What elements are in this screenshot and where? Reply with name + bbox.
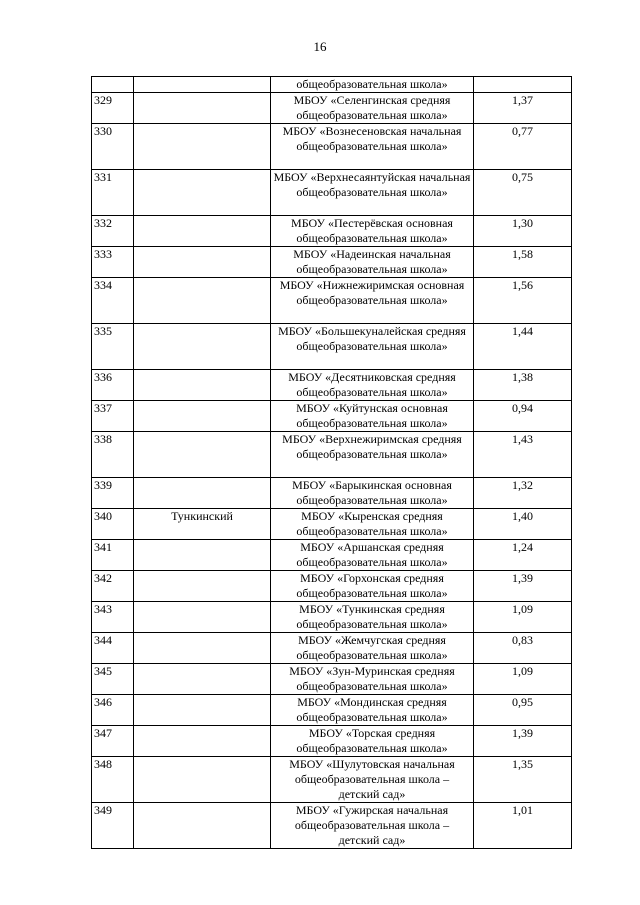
value-cell: 1,56 [474, 278, 572, 324]
district-cell [134, 170, 271, 216]
row-number-cell: 341 [92, 540, 134, 571]
row-number-cell: 342 [92, 571, 134, 602]
table-row [92, 247, 572, 278]
school-name-cell: МБОУ «Селенгинская средняя общеобразовательная школа» [271, 93, 474, 124]
table-row [92, 633, 572, 664]
value-cell: 1,09 [474, 664, 572, 695]
value-cell: 1,44 [474, 324, 572, 370]
value-cell [474, 77, 572, 93]
school-name-cell: общеобразовательная школа» [271, 77, 474, 93]
row-number-cell: 329 [92, 93, 134, 124]
district-cell [134, 571, 271, 602]
table-row [92, 278, 572, 324]
row-number-cell: 349 [92, 803, 134, 849]
value-cell: 0,95 [474, 695, 572, 726]
row-number-cell: 344 [92, 633, 134, 664]
school-name-cell: МБОУ «Надеинская начальная общеобразовательная школа» [271, 247, 474, 278]
table-row [92, 803, 572, 849]
school-name-cell: МБОУ «Верхнежиримская средняя общеобразовательная школа» [271, 432, 474, 478]
district-cell [134, 247, 271, 278]
district-cell [134, 216, 271, 247]
table-row [92, 93, 572, 124]
table-row [92, 401, 572, 432]
district-cell [134, 93, 271, 124]
table-row [92, 432, 572, 478]
school-name-cell: МБОУ «Гужирская начальная общеобразовательная школа – детский сад» [271, 803, 474, 849]
value-cell: 1,32 [474, 478, 572, 509]
school-name-cell: МБОУ «Мондинская средняя общеобразовательная школа» [271, 695, 474, 726]
district-cell [134, 633, 271, 664]
district-cell [134, 757, 271, 803]
table-row [92, 370, 572, 401]
table-row [92, 757, 572, 803]
row-number-cell: 334 [92, 278, 134, 324]
row-number-cell: 330 [92, 124, 134, 170]
row-number-cell: 347 [92, 726, 134, 757]
school-name-cell: МБОУ «Десятниковская средняя общеобразовательная школа» [271, 370, 474, 401]
row-number-cell: 335 [92, 324, 134, 370]
value-cell: 0,77 [474, 124, 572, 170]
school-name-cell: МБОУ «Горхонская средняя общеобразовательная школа» [271, 571, 474, 602]
value-cell: 1,58 [474, 247, 572, 278]
value-cell: 1,09 [474, 602, 572, 633]
school-name-cell: МБОУ «Большекуналейская средняя общеобразовательная школа» [271, 324, 474, 370]
row-number-cell: 333 [92, 247, 134, 278]
district-cell [134, 77, 271, 93]
district-cell [134, 664, 271, 695]
table-row [92, 324, 572, 370]
table-row [92, 602, 572, 633]
row-number-cell [92, 77, 134, 93]
school-name-cell: МБОУ «Жемчугская средняя общеобразовательная школа» [271, 633, 474, 664]
district-cell [134, 401, 271, 432]
school-name-cell: МБОУ «Аршанская средняя общеобразовательная школа» [271, 540, 474, 571]
school-name-cell: МБОУ «Кыренская средняя общеобразовательная школа» [271, 509, 474, 540]
row-number-cell: 345 [92, 664, 134, 695]
row-number-cell: 332 [92, 216, 134, 247]
district-cell: Тункинский [134, 509, 271, 540]
row-number-cell: 339 [92, 478, 134, 509]
school-name-cell: МБОУ «Куйтунская основная общеобразовательная школа» [271, 401, 474, 432]
district-cell [134, 726, 271, 757]
table-row [92, 478, 572, 509]
school-name-cell: МБОУ «Барыкинская основная общеобразовательная школа» [271, 478, 474, 509]
value-cell: 1,37 [474, 93, 572, 124]
row-number-cell: 340 [92, 509, 134, 540]
value-cell: 1,38 [474, 370, 572, 401]
school-name-cell: МБОУ «Пестерёвская основная общеобразовательная школа» [271, 216, 474, 247]
value-cell: 1,24 [474, 540, 572, 571]
value-cell: 0,75 [474, 170, 572, 216]
table-row-continued [92, 77, 572, 93]
row-number-cell: 336 [92, 370, 134, 401]
value-cell: 1,39 [474, 726, 572, 757]
school-name-cell: МБОУ «Шулутовская начальная общеобразовательная школа – детский сад» [271, 757, 474, 803]
school-name-cell: МБОУ «Зун-Муринская средняя общеобразовательная школа» [271, 664, 474, 695]
row-number-cell: 346 [92, 695, 134, 726]
table-row [92, 695, 572, 726]
district-cell [134, 278, 271, 324]
page-number: 16 [313, 39, 327, 54]
district-cell [134, 803, 271, 849]
district-cell [134, 432, 271, 478]
table-row [92, 726, 572, 757]
table-row [92, 170, 572, 216]
table-row [92, 664, 572, 695]
school-name-cell: МБОУ «Нижнежиримская основная общеобразовательная школа» [271, 278, 474, 324]
table-row [92, 571, 572, 602]
row-number-cell: 337 [92, 401, 134, 432]
school-name-cell: МБОУ «Тункинская средняя общеобразовательная школа» [271, 602, 474, 633]
table-row [92, 509, 572, 540]
table-row [92, 540, 572, 571]
school-name-cell: МБОУ «Верхнесаянтуйская начальная общеобразовательная школа» [271, 170, 474, 216]
district-cell [134, 602, 271, 633]
district-cell [134, 478, 271, 509]
row-number-cell: 338 [92, 432, 134, 478]
value-cell: 1,43 [474, 432, 572, 478]
district-cell [134, 324, 271, 370]
value-cell: 0,94 [474, 401, 572, 432]
table-row [92, 124, 572, 170]
district-cell [134, 695, 271, 726]
row-number-cell: 343 [92, 602, 134, 633]
value-cell: 1,40 [474, 509, 572, 540]
value-cell: 1,01 [474, 803, 572, 849]
district-cell [134, 540, 271, 571]
district-cell [134, 370, 271, 401]
school-name-cell: МБОУ «Торская средняя общеобразовательная школа» [271, 726, 474, 757]
value-cell: 0,83 [474, 633, 572, 664]
value-cell: 1,35 [474, 757, 572, 803]
value-cell: 1,39 [474, 571, 572, 602]
schools-table-body [92, 77, 572, 849]
schools-table [91, 76, 572, 849]
table-row [92, 216, 572, 247]
row-number-cell: 348 [92, 757, 134, 803]
school-name-cell: МБОУ «Вознесеновская начальная общеобразовательная школа» [271, 124, 474, 170]
value-cell: 1,30 [474, 216, 572, 247]
district-cell [134, 124, 271, 170]
row-number-cell: 331 [92, 170, 134, 216]
